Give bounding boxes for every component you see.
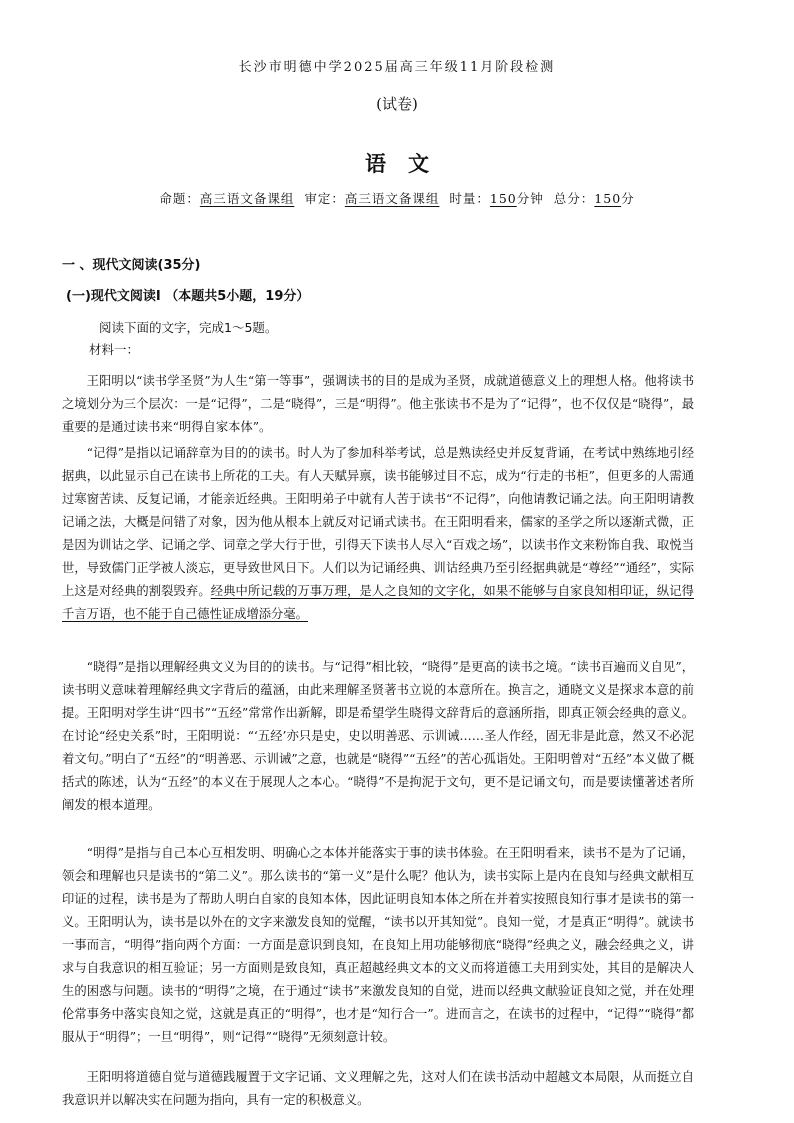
time-label: 时量： <box>449 191 490 206</box>
paragraph-2 <box>62 442 694 626</box>
paragraph-text: “晓得”是指以理解经典文义为目的的读书。与“记得”相比较，“晓得”是更高的读书之境。“读书百遍而义自见”，读书明义意味着理解经典文字背后的蕴涵，由此来理解圣贤著书立说的本意所在。换言之，通晓文义是探求本意的前提。王阳明对学生讲“四书”“五经”常常作出新解，即是希望学生晓得文辞背后的意涵所指，即真正领会经典的意义。在讨论“经史关系”时，王阳明说：“‘五经’亦只是史，史以明善恶、示训诫……圣人作经，固无非是此意，然又不必泥着文句。”明白了“五经”的“明善恶、示训诫”之意，也就是“晓得”“五经”的苦心孤诣处。王阳明曾对“五经”本义做了概括式的陈述，认为“五经”的本义在于展现人之本心。“晓得”不是拘泥于文句，更不是记诵文句，而是要读懂著述者所阐发的根本道理。 <box>62 660 694 812</box>
paragraph-4 <box>62 842 694 1049</box>
exam-info-line <box>0 189 794 207</box>
paragraph-text: 王阳明以“读书学圣贤”为人生“第一等事”，强调读书的目的是成为圣贤，成就道德意义上的理想人格。他将读书之境划分为三个层次：一是“记得”，二是“晓得”，三是“明得”。他主张读书不是为了“记得”，也不仅仅是“晓得”，最重要的是通过读书来“明得自家本体”。 <box>62 374 694 434</box>
instruction-text: 阅读下面的文字，完成1～5题。 <box>99 320 278 335</box>
setter-label: 命题： <box>159 191 200 206</box>
subject-title: 语文 <box>365 152 451 176</box>
paragraph-5 <box>62 1066 694 1112</box>
material-label: 材料一： <box>89 342 140 357</box>
time-value: 150 <box>489 191 517 206</box>
paragraph-text: 王阳明将道德自觉与道德践履置于文字记诵、文义理解之先，这对人们在读书活动中超越文本局限，从而挺立自我意识并以解决实在问题为指向，具有一定的积极意义。 <box>62 1070 694 1107</box>
paragraph-text: “明得”是指与自己本心互相发明、明确心之本体并能落实于事的读书体验。在王阳明看来，读书不是为了记诵，领会和理解也只是读书的“第二义”。那么读书的“第一义”是什么呢？他认为，读书实际上是内在良知与经典文献相互印证的过程，读书是为了帮助人明白自家的良知本体，因此证明良知本体之所在并着实按照良知行事才是读书的第一义。王阳明认为，读书是以外在的文字来激发良知的觉醒，“读书以开其知觉”。良知一觉，才是真正“明得”。就读书一事而言，“明得”指向两个方面：一方面是意识到良知，在良知上用功能够彻底“晓得”经典之义，融会经典之义，讲求与自我意识的相互验证；另一方面则是致良知，真正超越经典文本的文义而将道德工夫用到实处，其目的是解决人生的困惑与问题。读书的“明得”之境，在于通过“读书”来激发良知的自觉，进而以经典文献验证良知之觉，并在处理伦常事务中落实良知之觉，这就是真正的“明得”，也才是“知行合一”。进而言之，在读书的过程中，“记得”“晓得”都服从于“明得”；一旦“明得”，则“记得”“晓得”无须刻意计较。 <box>62 846 694 1044</box>
paper-type-label: (试卷) <box>376 95 418 113</box>
total-label: 总分： <box>553 191 595 206</box>
underlined-sentence: 经典中所记载的万事万理，是人之良知的文字化，如果不能够与自家良知相印证，纵记得千言万语，也不能于自己德性证成增添分毫。 <box>62 584 694 621</box>
setter-value: 高三语文备课组 <box>199 191 295 206</box>
paragraph-text: “记得”是指以记诵辞章为目的的读书。时人为了参加科举考试，总是熟读经史并反复背诵，在考试中熟练地引经据典，以此显示自己在读书上所花的工夫。有人天赋异禀，读书能够过目不忘，成为“行走的书柜”，但更多的人需通过寒窗苦读、反复记诵，才能亲近经典。王阳明弟子中就有人苦于读书“不记得”，向他请教记诵之法。向王阳明请教记诵之法，大概是问错了对象，因为他从根本上就反对记诵式读书。在王阳明看来，儒家的圣学之所以逐渐式微，正是因为训诂之学、记诵之学、词章之学大行于世，引得天下读书人尽入“百戏之场”，以读书作文来粉饰自我、取悦当世，导致儒门正学被人淡忘，更导致世风日下。人们以为记诵经典、训诂经典乃至引经据典就是“尊经”“通经”，实际上这是对经典的割裂毁弃。 <box>62 446 694 598</box>
reviewer-value: 高三语文备课组 <box>344 191 440 206</box>
paragraph-1 <box>62 370 694 439</box>
total-unit: 分 <box>621 191 635 206</box>
exam-title: 长沙市明德中学2025届高三年级11月阶段检测 <box>238 60 556 75</box>
paragraph-3 <box>62 656 694 817</box>
time-unit: 分钟 <box>516 191 544 206</box>
section-title: 一 、现代文阅读(35分) <box>62 258 201 273</box>
subsection-title: (一)现代文阅读I （本题共5小题，19分） <box>66 289 310 304</box>
total-value: 150 <box>594 191 622 206</box>
reviewer-label: 审定： <box>304 191 345 206</box>
